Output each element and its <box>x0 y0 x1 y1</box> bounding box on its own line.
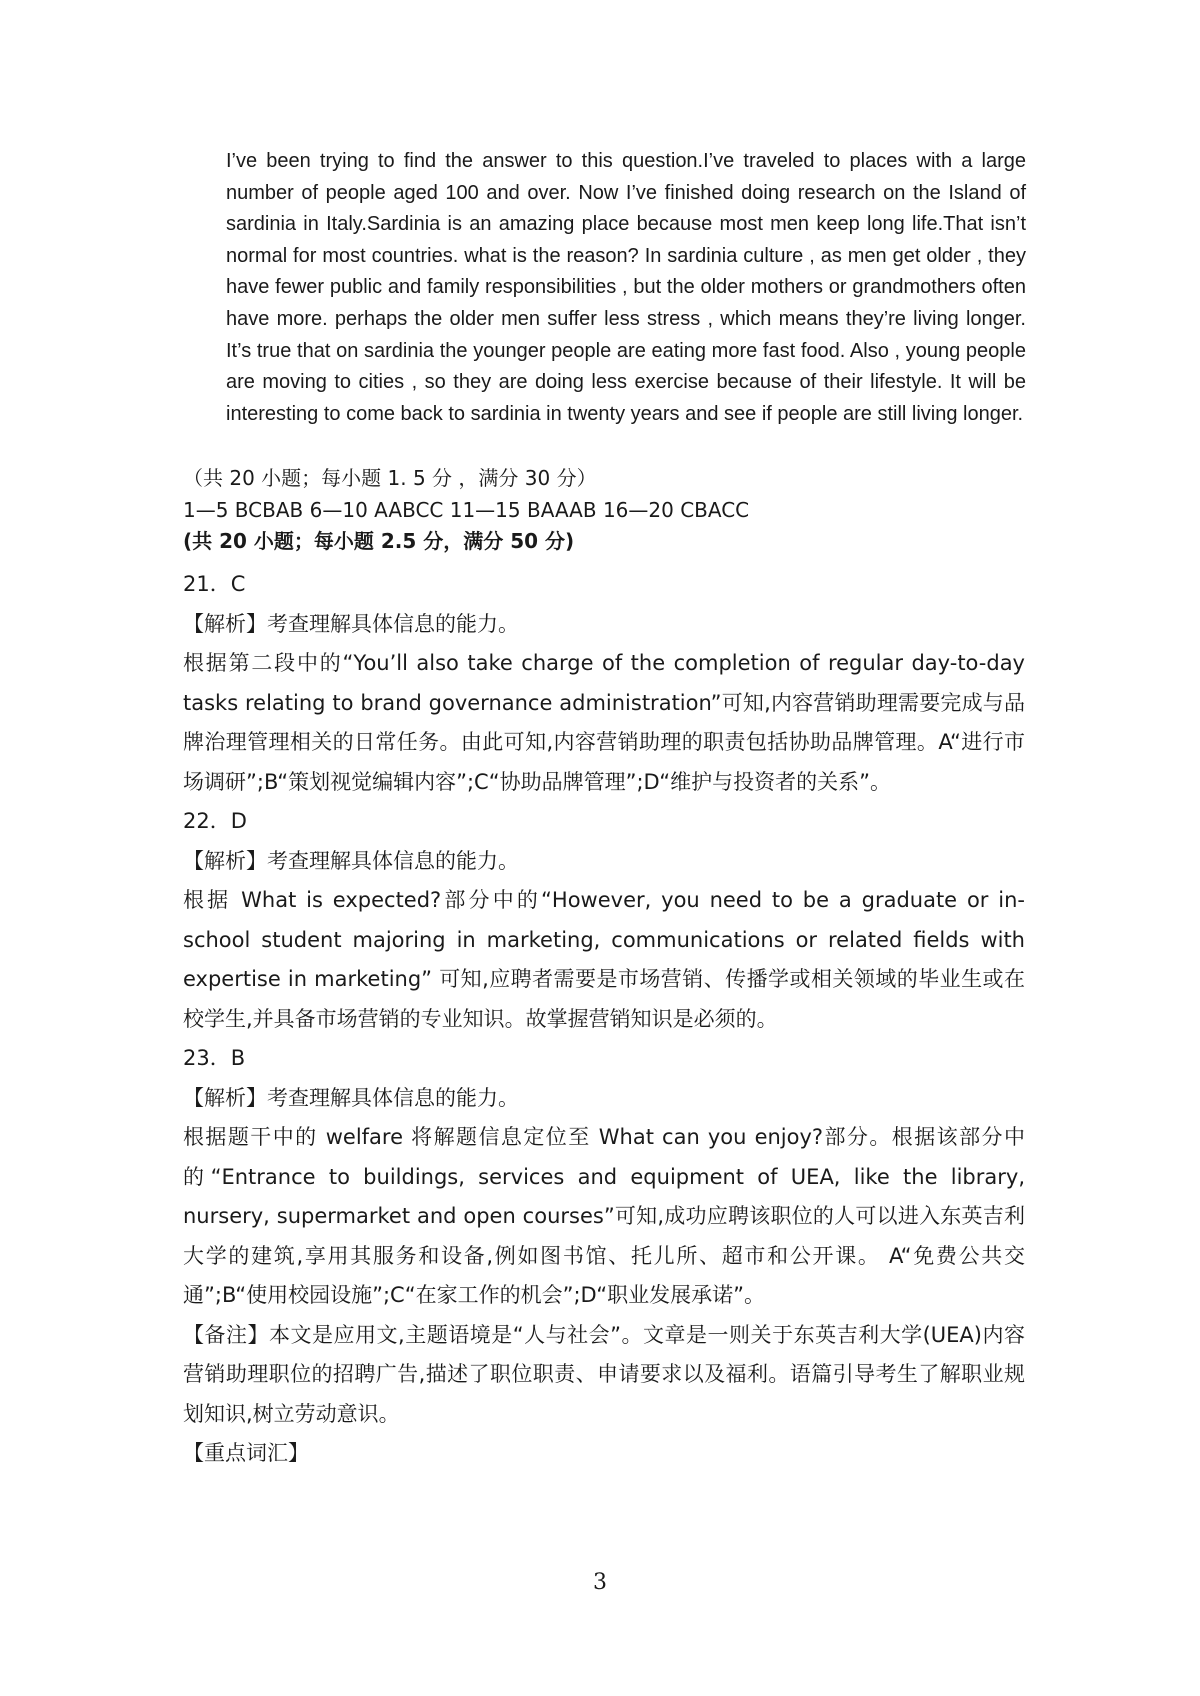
answer-analysis <box>183 565 1025 1474</box>
question-23-answer: 23．B <box>183 1046 246 1070</box>
vocabulary-header: 【重点词汇】 <box>183 1441 309 1465</box>
question-21-tag: 【解析】考查理解具体信息的能力。 <box>183 611 519 636</box>
question-22-answer: 22．D <box>183 809 247 833</box>
page-number: 3 <box>593 1570 607 1595</box>
question-23-explanation: 根据题干中的 welfare 将解题信息定位至 What can you enjoy?部分。根据该部分中的“Entrance to buildings, services and equipment of UEA, like the library, nursery, supermarket and open courses”可知,成功应聘该职位的人可以进入东英吉利大学的建筑,享用其服务和设备,例如图书馆、托儿所、超市和公开课。 A“免费公共交通”;B“使用校园设施”;C“在家工作的机会”;D“职业发展承诺”。 <box>183 1125 1025 1307</box>
section1-header: （共 20 小题；每小题 1. 5 分 ，满分 30 分） <box>183 466 597 490</box>
question-22-tag: 【解析】考查理解具体信息的能力。 <box>183 848 519 873</box>
listening-transcript: I’ve been trying to find the answer to this question.I’ve traveled to places with a large number of people aged 100 and over. Now I’ve finished doing research on the Island of sardinia in Italy.Sardinia is an amazing place because most men keep long life.That isn’t normal for most countries. what is the reason? In sardinia culture , as men get older , they have fewer public and family responsibilities , but the older mothers or grandmothers often have more. perhaps the older men suffer less stress , which means they’re living longer. It’s true that on sardinia the younger people are eating more fast food. Also , young people are moving to cities , so they are doing less exercise because of their lifestyle. It will be interesting to come back to sardinia in twenty years and see if people are still living longer. <box>226 150 1026 425</box>
section2-header: (共 20 小题；每小题 2.5 分，满分 50 分) <box>183 529 575 553</box>
question-23-tag: 【解析】考查理解具体信息的能力。 <box>183 1085 519 1110</box>
question-21-answer: 21．C <box>183 572 246 596</box>
section1-answers: 1—5 BCBAB 6—10 AABCC 11—15 BAAAB 16—20 CBACC <box>183 498 750 522</box>
question-22-explanation: 根据 What is expected?部分中的“However, you need to be a graduate or in-school student majoring in marketing, communications or related fields with expertise in marketing” 可知,应聘者需要是市场营销、传播学或相关领域的毕业生或在校学生,并具备市场营销的专业知识。故掌握营销知识是必须的。 <box>183 888 1025 1031</box>
question-21-explanation: 根据第二段中的“You’ll also take charge of the completion of regular day-to-day tasks relating to brand governance administration”可知,内容营销助理需要完成与品牌治理管理相关的日常任务。由此可知,内容营销助理的职责包括协助品牌管理。A“进行市场调研”;B“策划视觉编辑内容”;C“协助品牌管理”;D“维护与投资者的关系”。 <box>183 651 1025 794</box>
passage-note: 【备注】本文是应用文,主题语境是“人与社会”。文章是一则关于东英吉利大学(UEA)内容营销助理职位的招聘广告,描述了职位职责、申请要求以及福利。语篇引导考生了解职业规划知识,树立劳动意识。 <box>183 1322 1025 1426</box>
